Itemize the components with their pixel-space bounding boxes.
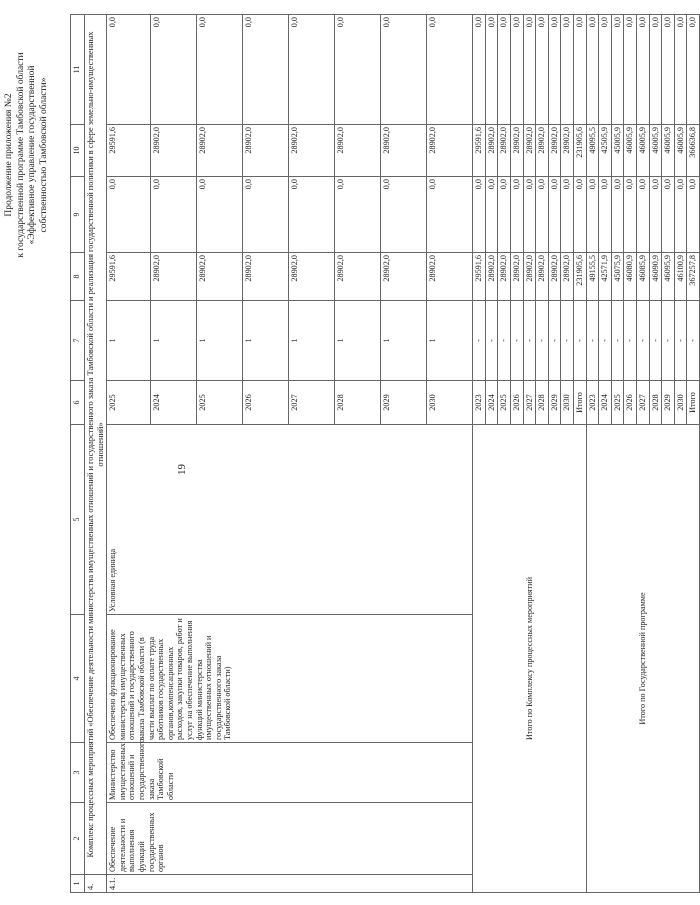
indicator-value-cell: 1 [335, 301, 381, 381]
indicator-value-cell: - [485, 301, 498, 381]
column-number: 10 [71, 125, 85, 177]
municipal-budget-cell: 0,0 [473, 15, 486, 125]
column-number: 3 [71, 743, 85, 803]
regional-budget-cell: 49095,5 [586, 125, 599, 177]
total-cell: 28902,0 [243, 253, 289, 301]
federal-budget-cell: 0,0 [674, 177, 687, 253]
year-cell: Итого [573, 381, 586, 425]
column-number: 11 [71, 15, 85, 125]
year-cell: 2028 [335, 381, 381, 425]
column-number: 6 [71, 381, 85, 425]
federal-budget-cell: 0,0 [611, 177, 624, 253]
municipal-budget-cell: 0,0 [289, 15, 335, 125]
year-cell: 2023 [586, 381, 599, 425]
column-number: 1 [71, 875, 85, 893]
regional-budget-cell: 28902,0 [427, 125, 473, 177]
federal-budget-cell: 0,0 [573, 177, 586, 253]
total-cell: 46085,9 [636, 253, 649, 301]
total-cell: 28902,0 [485, 253, 498, 301]
federal-budget-cell: 0,0 [649, 177, 662, 253]
federal-budget-cell: 0,0 [243, 177, 289, 253]
indicator-value-cell: - [649, 301, 662, 381]
municipal-budget-cell: 0,0 [536, 15, 549, 125]
year-cell: 2029 [662, 381, 675, 425]
section-row [85, 15, 107, 893]
year-cell: 2025 [498, 381, 511, 425]
total-cell: 28902,0 [381, 253, 427, 301]
regional-budget-cell: 46005,9 [674, 125, 687, 177]
federal-budget-cell: 0,0 [381, 177, 427, 253]
regional-budget-cell: 231905,6 [573, 125, 586, 177]
regional-budget-cell: 28902,0 [485, 125, 498, 177]
appendix-header-note [4, 5, 50, 305]
regional-budget-cell: 29591,6 [473, 125, 486, 177]
total-cell: 29591,6 [107, 253, 151, 301]
regional-budget-cell: 28902,0 [536, 125, 549, 177]
indicator-value-cell: - [498, 301, 511, 381]
municipal-budget-cell: 0,0 [523, 15, 536, 125]
federal-budget-cell: 0,0 [473, 177, 486, 253]
municipal-budget-cell: 0,0 [599, 15, 612, 125]
regional-budget-cell: 28902,0 [197, 125, 243, 177]
regional-budget-cell: 28902,0 [151, 125, 197, 177]
total-cell: 28902,0 [561, 253, 574, 301]
year-cell: 2025 [107, 381, 151, 425]
total-cell: 29591,6 [473, 253, 486, 301]
total-cell: 46080,9 [624, 253, 637, 301]
federal-budget-cell: 0,0 [687, 177, 700, 253]
municipal-budget-cell: 0,0 [586, 15, 599, 125]
total-cell: 28902,0 [335, 253, 381, 301]
column-number: 2 [71, 803, 85, 875]
indicator-value-cell: - [611, 301, 624, 381]
total-cell: 231905,6 [573, 253, 586, 301]
year-cell: 2030 [427, 381, 473, 425]
item-row [107, 15, 151, 893]
federal-budget-cell: 0,0 [427, 177, 473, 253]
regional-budget-cell: 45005,9 [611, 125, 624, 177]
item-result: Обеспечено функционирование министерства имущественных отношений и государственного заказа Тамбовской области (в части выплат по оплате труда работников государственных органов,компенсационных расходов, закупки товаров, работ и услуг на обеспечение выполнения функций министерства имущественных отношений и государственного заказа Тамбовской области) [107, 615, 473, 743]
program-table [70, 14, 700, 893]
municipal-budget-cell: 0,0 [687, 15, 700, 125]
complex-total-label: Итого по Комплексу процессных мероприятий [473, 425, 586, 893]
municipal-budget-cell: 0,0 [381, 15, 427, 125]
section-title: Комплекс процессных мероприятий «Обеспечение деятельности министерства имущественных отношений и государственного заказа Тамбовской области и реализация государственной политики в сфере земельно-имущественных отношений» [85, 15, 107, 875]
indicator-value-cell: 1 [197, 301, 243, 381]
federal-budget-cell: 0,0 [197, 177, 243, 253]
indicator-value-cell: - [548, 301, 561, 381]
regional-budget-cell: 46005,9 [636, 125, 649, 177]
complex-total-row [473, 15, 486, 893]
year-cell: 2024 [151, 381, 197, 425]
federal-budget-cell: 0,0 [636, 177, 649, 253]
year-cell: Итого [687, 381, 700, 425]
regional-budget-cell: 29591,6 [107, 125, 151, 177]
total-cell: 28902,0 [289, 253, 335, 301]
section-number: 4. [85, 875, 107, 893]
federal-budget-cell: 0,0 [662, 177, 675, 253]
year-cell: 2027 [636, 381, 649, 425]
municipal-budget-cell: 0,0 [674, 15, 687, 125]
municipal-budget-cell: 0,0 [548, 15, 561, 125]
total-cell: 28902,0 [498, 253, 511, 301]
federal-budget-cell: 0,0 [510, 177, 523, 253]
municipal-budget-cell: 0,0 [107, 15, 151, 125]
indicator-value-cell: 1 [381, 301, 427, 381]
indicator-value-cell: - [473, 301, 486, 381]
indicator-value-cell: - [561, 301, 574, 381]
federal-budget-cell: 0,0 [561, 177, 574, 253]
total-cell: 367257,8 [687, 253, 700, 301]
regional-budget-cell: 46005,9 [624, 125, 637, 177]
municipal-budget-cell: 0,0 [498, 15, 511, 125]
total-cell: 28902,0 [510, 253, 523, 301]
federal-budget-cell: 0,0 [523, 177, 536, 253]
federal-budget-cell: 0,0 [536, 177, 549, 253]
regional-budget-cell: 46005,9 [649, 125, 662, 177]
indicator-value-cell: - [536, 301, 549, 381]
year-cell: 2026 [510, 381, 523, 425]
regional-budget-cell: 366636,8 [687, 125, 700, 177]
regional-budget-cell: 28902,0 [561, 125, 574, 177]
regional-budget-cell: 28902,0 [548, 125, 561, 177]
indicator-value-cell: - [624, 301, 637, 381]
total-cell: 46100,9 [674, 253, 687, 301]
indicator-value-cell: - [662, 301, 675, 381]
regional-budget-cell: 28902,0 [498, 125, 511, 177]
year-cell: 2024 [485, 381, 498, 425]
indicator-value-cell: 1 [243, 301, 289, 381]
item-number: 4.1. [107, 875, 473, 893]
indicator-value-cell: - [687, 301, 700, 381]
federal-budget-cell: 0,0 [599, 177, 612, 253]
federal-budget-cell: 0,0 [498, 177, 511, 253]
municipal-budget-cell: 0,0 [510, 15, 523, 125]
indicator-value-cell: - [573, 301, 586, 381]
federal-budget-cell: 0,0 [335, 177, 381, 253]
header-note-line: «Эффективное управление государственной [27, 65, 37, 245]
indicator-value-cell: 1 [107, 301, 151, 381]
year-cell: 2029 [381, 381, 427, 425]
indicator-value-cell: - [636, 301, 649, 381]
year-cell: 2023 [473, 381, 486, 425]
item-name: Обеспечение деятельности и выполнения функций государственных органов [107, 803, 473, 875]
federal-budget-cell: 0,0 [107, 177, 151, 253]
item-executor: Министерство имущественных отношений и государственного заказа Тамбовской области [107, 743, 473, 803]
total-cell: 28902,0 [197, 253, 243, 301]
column-number: 7 [71, 301, 85, 381]
item-unit: Условная единица [107, 425, 473, 615]
regional-budget-cell: 28902,0 [243, 125, 289, 177]
total-cell: 46095,9 [662, 253, 675, 301]
year-cell: 2026 [243, 381, 289, 425]
total-cell: 28902,0 [151, 253, 197, 301]
municipal-budget-cell: 0,0 [561, 15, 574, 125]
municipal-budget-cell: 0,0 [636, 15, 649, 125]
year-cell: 2028 [649, 381, 662, 425]
header-note-line: к государственной программе Тамбовской области [15, 52, 26, 258]
column-number: 4 [71, 615, 85, 743]
regional-budget-cell: 28902,0 [381, 125, 427, 177]
municipal-budget-cell: 0,0 [573, 15, 586, 125]
year-cell: 2024 [599, 381, 612, 425]
column-number: 9 [71, 177, 85, 253]
municipal-budget-cell: 0,0 [243, 15, 289, 125]
regional-budget-cell: 28902,0 [510, 125, 523, 177]
year-cell: 2026 [624, 381, 637, 425]
indicator-value-cell: - [586, 301, 599, 381]
indicator-value-cell: - [510, 301, 523, 381]
program-total-row [586, 15, 599, 893]
total-cell: 28902,0 [548, 253, 561, 301]
federal-budget-cell: 0,0 [548, 177, 561, 253]
year-cell: 2029 [548, 381, 561, 425]
header-note-line: Продолжение приложения №2 [4, 93, 14, 217]
total-cell: 49155,5 [586, 253, 599, 301]
federal-budget-cell: 0,0 [289, 177, 335, 253]
municipal-budget-cell: 0,0 [485, 15, 498, 125]
year-cell: 2027 [523, 381, 536, 425]
regional-budget-cell: 28902,0 [289, 125, 335, 177]
regional-budget-cell: 42505,9 [599, 125, 612, 177]
indicator-value-cell: 1 [427, 301, 473, 381]
total-cell: 28902,0 [427, 253, 473, 301]
indicator-value-cell: 1 [151, 301, 197, 381]
total-cell: 28902,0 [536, 253, 549, 301]
indicator-value-cell: 1 [289, 301, 335, 381]
municipal-budget-cell: 0,0 [649, 15, 662, 125]
total-cell: 28902,0 [523, 253, 536, 301]
total-cell: 46090,9 [649, 253, 662, 301]
municipal-budget-cell: 0,0 [427, 15, 473, 125]
municipal-budget-cell: 0,0 [197, 15, 243, 125]
municipal-budget-cell: 0,0 [151, 15, 197, 125]
year-cell: 2027 [289, 381, 335, 425]
year-cell: 2025 [611, 381, 624, 425]
municipal-budget-cell: 0,0 [662, 15, 675, 125]
year-cell: 2030 [561, 381, 574, 425]
header-note-line: собственностью Тамбовской области» [38, 77, 49, 233]
year-cell: 2030 [674, 381, 687, 425]
year-cell: 2028 [536, 381, 549, 425]
municipal-budget-cell: 0,0 [611, 15, 624, 125]
indicator-value-cell: - [674, 301, 687, 381]
regional-budget-cell: 46005,9 [662, 125, 675, 177]
regional-budget-cell: 28902,0 [335, 125, 381, 177]
table-body [71, 15, 700, 893]
municipal-budget-cell: 0,0 [335, 15, 381, 125]
federal-budget-cell: 0,0 [586, 177, 599, 253]
page-number: 19 [176, 464, 188, 475]
column-number-row [71, 15, 85, 893]
total-cell: 42571,9 [599, 253, 612, 301]
federal-budget-cell: 0,0 [624, 177, 637, 253]
indicator-value-cell: - [599, 301, 612, 381]
federal-budget-cell: 0,0 [485, 177, 498, 253]
column-number: 5 [71, 425, 85, 615]
indicator-value-cell: - [523, 301, 536, 381]
regional-budget-cell: 28902,0 [523, 125, 536, 177]
federal-budget-cell: 0,0 [151, 177, 197, 253]
column-number: 8 [71, 253, 85, 301]
municipal-budget-cell: 0,0 [624, 15, 637, 125]
total-cell: 45075,9 [611, 253, 624, 301]
program-total-label: Итого по Государственной программе [586, 425, 699, 893]
year-cell: 2025 [197, 381, 243, 425]
